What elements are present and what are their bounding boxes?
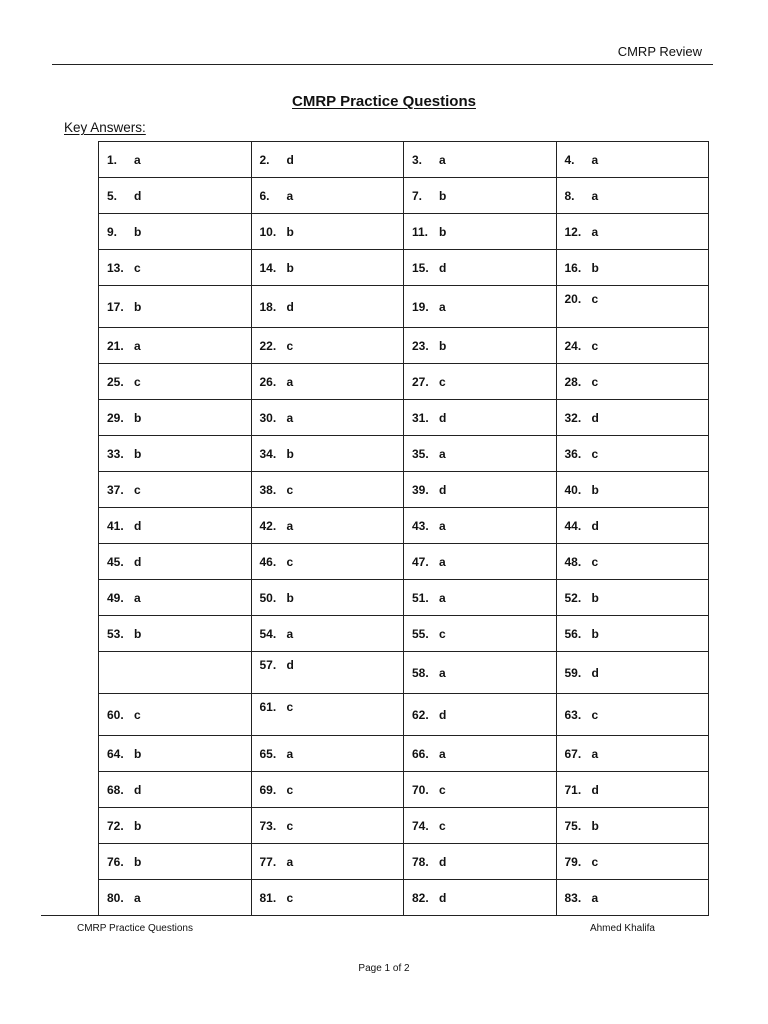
question-number: 9.	[107, 224, 118, 239]
question-number: 49.	[107, 590, 124, 605]
table-row	[99, 880, 709, 916]
answer-cell	[99, 286, 252, 328]
answer-cell	[556, 472, 709, 508]
answer-letter: c	[439, 374, 446, 389]
question-number: 81.	[259, 890, 277, 905]
answer-cell	[556, 736, 709, 772]
question-number: 41.	[107, 518, 124, 533]
question-number: 4.	[564, 152, 575, 167]
question-number: 19.	[412, 299, 429, 314]
answer-cell	[251, 364, 404, 400]
question-number: 73.	[259, 818, 277, 833]
answer-cell	[556, 250, 709, 286]
question-number: 46.	[259, 554, 277, 569]
answer-cell	[251, 844, 404, 880]
answer-cell	[404, 250, 557, 286]
answer-letter: c	[591, 338, 599, 353]
question-number: 8.	[564, 188, 575, 203]
answer-letter: a	[286, 854, 294, 869]
answer-letter: c	[439, 818, 446, 833]
question-number: 56.	[564, 626, 582, 641]
table-row	[99, 250, 709, 286]
answer-cell	[404, 736, 557, 772]
answer-letter: a	[439, 299, 446, 314]
answer-cell	[99, 880, 252, 916]
answer-cell	[99, 808, 252, 844]
question-number: 45.	[107, 554, 124, 569]
table-row	[99, 472, 709, 508]
question-number: 14.	[259, 260, 277, 275]
question-number: 43.	[412, 518, 429, 533]
table-row	[99, 616, 709, 652]
answer-cell	[99, 178, 252, 214]
answer-cell	[99, 214, 252, 250]
answer-cell	[556, 844, 709, 880]
answer-cell	[556, 214, 709, 250]
answer-cell	[404, 364, 557, 400]
answer-letter: c	[286, 782, 294, 797]
question-number: 71.	[564, 782, 582, 797]
answer-letter: b	[134, 746, 142, 761]
question-number: 82.	[412, 890, 429, 905]
footer-author: Ahmed Khalifa	[589, 923, 655, 934]
question-number: 35.	[412, 446, 429, 461]
answer-cell	[556, 508, 709, 544]
answer-cell	[556, 400, 709, 436]
answer-letter: c	[286, 818, 294, 833]
question-number: 11.	[412, 224, 429, 239]
answer-letter: a	[591, 746, 599, 761]
table-row	[99, 544, 709, 580]
answer-letter: a	[439, 554, 446, 569]
table-row	[99, 736, 709, 772]
answer-letter: a	[134, 890, 141, 905]
question-number: 62.	[412, 707, 429, 722]
question-number: 74.	[412, 818, 429, 833]
answer-cell	[99, 142, 252, 178]
answer-cell	[404, 580, 557, 616]
answer-cell	[556, 328, 709, 364]
answer-cell	[99, 508, 252, 544]
answer-letter: b	[591, 260, 599, 275]
answer-cell	[251, 142, 404, 178]
answer-letter: a	[591, 890, 599, 905]
page-title	[0, 93, 768, 110]
answer-cell	[99, 400, 252, 436]
question-number: 58.	[412, 665, 429, 680]
answer-letter: b	[286, 446, 294, 461]
question-number: 52.	[564, 590, 582, 605]
table-row	[99, 328, 709, 364]
page-number: Page 1 of 2	[358, 963, 410, 974]
table-row	[99, 772, 709, 808]
answer-cell	[404, 844, 557, 880]
answer-cell	[99, 844, 252, 880]
answer-letter: b	[134, 299, 142, 314]
question-number: 26.	[259, 374, 277, 389]
answer-letter: d	[439, 482, 447, 497]
answer-letter: b	[439, 224, 447, 239]
answer-letter: b	[134, 818, 142, 833]
answer-letter: c	[591, 854, 599, 869]
answer-letter: a	[286, 746, 294, 761]
question-number: 24.	[564, 338, 582, 353]
answer-letter: a	[134, 152, 141, 167]
question-number: 38.	[259, 482, 277, 497]
answer-cell	[99, 652, 252, 694]
question-number: 61.	[259, 700, 277, 714]
table-row	[99, 178, 709, 214]
question-number: 27.	[412, 374, 429, 389]
table-row	[99, 286, 709, 328]
question-number: 7.	[412, 188, 423, 203]
answer-letter: a	[591, 152, 599, 167]
answer-cell	[99, 364, 252, 400]
question-number: 37.	[107, 482, 124, 497]
question-number: 23.	[412, 338, 429, 353]
question-number: 78.	[412, 854, 429, 869]
answer-letter: d	[591, 665, 599, 680]
answer-letter: c	[591, 446, 599, 461]
answer-cell	[251, 400, 404, 436]
question-number: 55.	[412, 626, 429, 641]
table-row	[99, 694, 709, 736]
answer-cell	[404, 142, 557, 178]
answer-cell	[251, 652, 404, 694]
answer-letter: c	[439, 626, 446, 641]
question-number: 18.	[259, 299, 277, 314]
answer-cell	[99, 472, 252, 508]
page-title-text: CMRP Practice Questions	[292, 93, 476, 110]
question-number: 63.	[564, 707, 582, 722]
question-number: 12.	[564, 224, 582, 239]
question-number: 44.	[564, 518, 582, 533]
question-number: 2.	[259, 152, 270, 167]
question-number: 42.	[259, 518, 277, 533]
answer-cell	[251, 544, 404, 580]
answer-cell	[556, 436, 709, 472]
answer-cell	[251, 880, 404, 916]
page-header-text: CMRP Review	[617, 44, 702, 59]
answer-letter: d	[591, 518, 599, 533]
question-number: 57.	[259, 658, 277, 672]
answer-cell	[556, 286, 709, 328]
question-number: 15.	[412, 260, 429, 275]
question-number: 69.	[259, 782, 277, 797]
question-number: 66.	[412, 746, 429, 761]
answer-cell	[251, 328, 404, 364]
answer-cell	[251, 436, 404, 472]
answer-letter: d	[286, 658, 294, 672]
question-number: 39.	[412, 482, 429, 497]
answer-letter: b	[439, 338, 447, 353]
answer-cell	[99, 772, 252, 808]
answer-letter: a	[286, 410, 294, 425]
question-number: 80.	[107, 890, 124, 905]
question-number: 33.	[107, 446, 124, 461]
answer-letter: c	[134, 707, 141, 722]
question-number: 29.	[107, 410, 124, 425]
key-answers-label: Key Answers:	[64, 120, 146, 135]
answer-letter: b	[591, 482, 599, 497]
question-number: 16.	[564, 260, 582, 275]
question-number: 30.	[259, 410, 277, 425]
answer-cell	[404, 808, 557, 844]
answer-letter: a	[439, 665, 446, 680]
table-row	[99, 364, 709, 400]
table-row	[99, 214, 709, 250]
question-number: 28.	[564, 374, 582, 389]
table-row	[99, 844, 709, 880]
footer-doc-title: CMRP Practice Questions	[77, 923, 193, 934]
answer-letter: c	[286, 890, 294, 905]
answer-cell	[251, 772, 404, 808]
answer-letter: b	[286, 590, 294, 605]
answer-letter: a	[286, 626, 294, 641]
table-row	[99, 508, 709, 544]
question-number: 51.	[412, 590, 429, 605]
question-number: 5.	[107, 188, 118, 203]
answer-letter: b	[134, 854, 142, 869]
question-number: 31.	[412, 410, 429, 425]
question-number: 64.	[107, 746, 124, 761]
question-number: 34.	[259, 446, 277, 461]
answer-letter: c	[439, 782, 446, 797]
answer-cell	[404, 544, 557, 580]
answer-cell	[556, 580, 709, 616]
answer-letter: a	[286, 518, 294, 533]
question-number: 22.	[259, 338, 277, 353]
answer-cell	[556, 694, 709, 736]
answer-cell	[251, 808, 404, 844]
answer-key-table	[98, 141, 709, 916]
answer-letter: a	[134, 590, 141, 605]
question-number: 20.	[564, 292, 582, 306]
question-number: 65.	[259, 746, 277, 761]
question-number: 36.	[564, 446, 582, 461]
answer-cell	[251, 736, 404, 772]
question-number: 48.	[564, 554, 582, 569]
answer-letter: d	[591, 782, 599, 797]
answer-cell	[404, 772, 557, 808]
answer-letter: b	[134, 410, 142, 425]
answer-letter: d	[439, 260, 447, 275]
answer-cell	[404, 178, 557, 214]
question-number: 60.	[107, 707, 124, 722]
answer-letter: d	[439, 707, 447, 722]
question-number: 25.	[107, 374, 124, 389]
question-number: 50.	[259, 590, 277, 605]
footer-divider	[41, 915, 705, 916]
answer-cell	[556, 808, 709, 844]
question-number: 32.	[564, 410, 582, 425]
answer-cell	[404, 694, 557, 736]
answer-letter: c	[134, 374, 141, 389]
answer-cell	[99, 436, 252, 472]
answer-letter: d	[591, 410, 599, 425]
answer-letter: d	[286, 152, 294, 167]
answer-letter: c	[591, 707, 599, 722]
table-row	[99, 436, 709, 472]
question-number: 77.	[259, 854, 277, 869]
table-row	[99, 580, 709, 616]
answer-cell	[404, 472, 557, 508]
answer-cell	[556, 880, 709, 916]
question-number: 75.	[564, 818, 582, 833]
answer-letter: a	[591, 224, 599, 239]
question-number: 70.	[412, 782, 429, 797]
answer-cell	[404, 214, 557, 250]
answer-cell	[251, 250, 404, 286]
answer-cell	[251, 178, 404, 214]
answer-letter: c	[591, 292, 599, 306]
question-number: 76.	[107, 854, 124, 869]
table-row	[99, 400, 709, 436]
answer-cell	[251, 694, 404, 736]
question-number: 59.	[564, 665, 582, 680]
question-number: 67.	[564, 746, 582, 761]
table-row	[99, 808, 709, 844]
answer-key-body	[99, 142, 709, 916]
answer-letter: a	[286, 374, 294, 389]
answer-cell	[251, 508, 404, 544]
answer-letter: b	[286, 224, 294, 239]
answer-letter: c	[591, 554, 599, 569]
answer-cell	[251, 214, 404, 250]
answer-letter: d	[134, 782, 142, 797]
table-row	[99, 652, 709, 694]
answer-cell	[99, 736, 252, 772]
answer-cell	[556, 652, 709, 694]
answer-cell	[556, 616, 709, 652]
answer-cell	[99, 694, 252, 736]
answer-cell	[556, 142, 709, 178]
answer-letter: a	[134, 338, 141, 353]
answer-letter: d	[439, 890, 447, 905]
question-number: 13.	[107, 260, 124, 275]
answer-letter: d	[439, 410, 447, 425]
question-number: 3.	[412, 152, 423, 167]
answer-cell	[404, 616, 557, 652]
question-number: 79.	[564, 854, 582, 869]
question-number: 53.	[107, 626, 124, 641]
answer-letter: d	[134, 518, 142, 533]
answer-cell	[251, 286, 404, 328]
answer-cell	[556, 772, 709, 808]
answer-letter: a	[591, 188, 599, 203]
answer-letter: c	[286, 482, 294, 497]
question-number: 17.	[107, 299, 124, 314]
question-number: 6.	[259, 188, 270, 203]
answer-letter: c	[286, 338, 294, 353]
question-number: 10.	[259, 224, 277, 239]
answer-letter: c	[286, 554, 294, 569]
answer-cell	[251, 616, 404, 652]
answer-letter: b	[134, 446, 142, 461]
header-divider	[52, 64, 713, 65]
answer-cell	[99, 328, 252, 364]
answer-letter: b	[591, 626, 599, 641]
answer-letter: d	[439, 854, 447, 869]
answer-cell	[404, 400, 557, 436]
answer-letter: c	[134, 260, 141, 275]
question-number: 83.	[564, 890, 582, 905]
question-number: 1.	[107, 152, 118, 167]
answer-cell	[404, 286, 557, 328]
answer-letter: b	[591, 590, 599, 605]
question-number: 47.	[412, 554, 429, 569]
answer-letter: a	[439, 590, 446, 605]
answer-cell	[99, 544, 252, 580]
answer-letter: b	[134, 626, 142, 641]
answer-cell	[404, 880, 557, 916]
answer-cell	[404, 508, 557, 544]
answer-cell	[99, 580, 252, 616]
answer-letter: d	[286, 299, 294, 314]
table-row	[99, 142, 709, 178]
answer-letter: a	[439, 152, 446, 167]
answer-letter: a	[439, 518, 446, 533]
answer-letter: d	[134, 554, 142, 569]
answer-cell	[556, 364, 709, 400]
answer-cell	[251, 580, 404, 616]
question-number: 54.	[259, 626, 277, 641]
answer-letter: c	[134, 482, 141, 497]
answer-letter: b	[439, 188, 447, 203]
question-number: 68.	[107, 782, 124, 797]
answer-letter: a	[286, 188, 294, 203]
answer-cell	[99, 616, 252, 652]
answer-letter: a	[439, 446, 446, 461]
answer-cell	[556, 544, 709, 580]
question-number: 72.	[107, 818, 124, 833]
answer-letter: b	[591, 818, 599, 833]
question-number: 40.	[564, 482, 582, 497]
answer-letter: b	[286, 260, 294, 275]
answer-letter: c	[286, 700, 294, 714]
answer-cell	[556, 178, 709, 214]
answer-cell	[404, 436, 557, 472]
question-number: 21.	[107, 338, 124, 353]
answer-cell	[404, 652, 557, 694]
answer-cell	[404, 328, 557, 364]
answer-cell	[99, 250, 252, 286]
answer-cell	[251, 472, 404, 508]
answer-letter: d	[134, 188, 142, 203]
answer-letter: b	[134, 224, 142, 239]
answer-letter: a	[439, 746, 446, 761]
answer-letter: c	[591, 374, 599, 389]
